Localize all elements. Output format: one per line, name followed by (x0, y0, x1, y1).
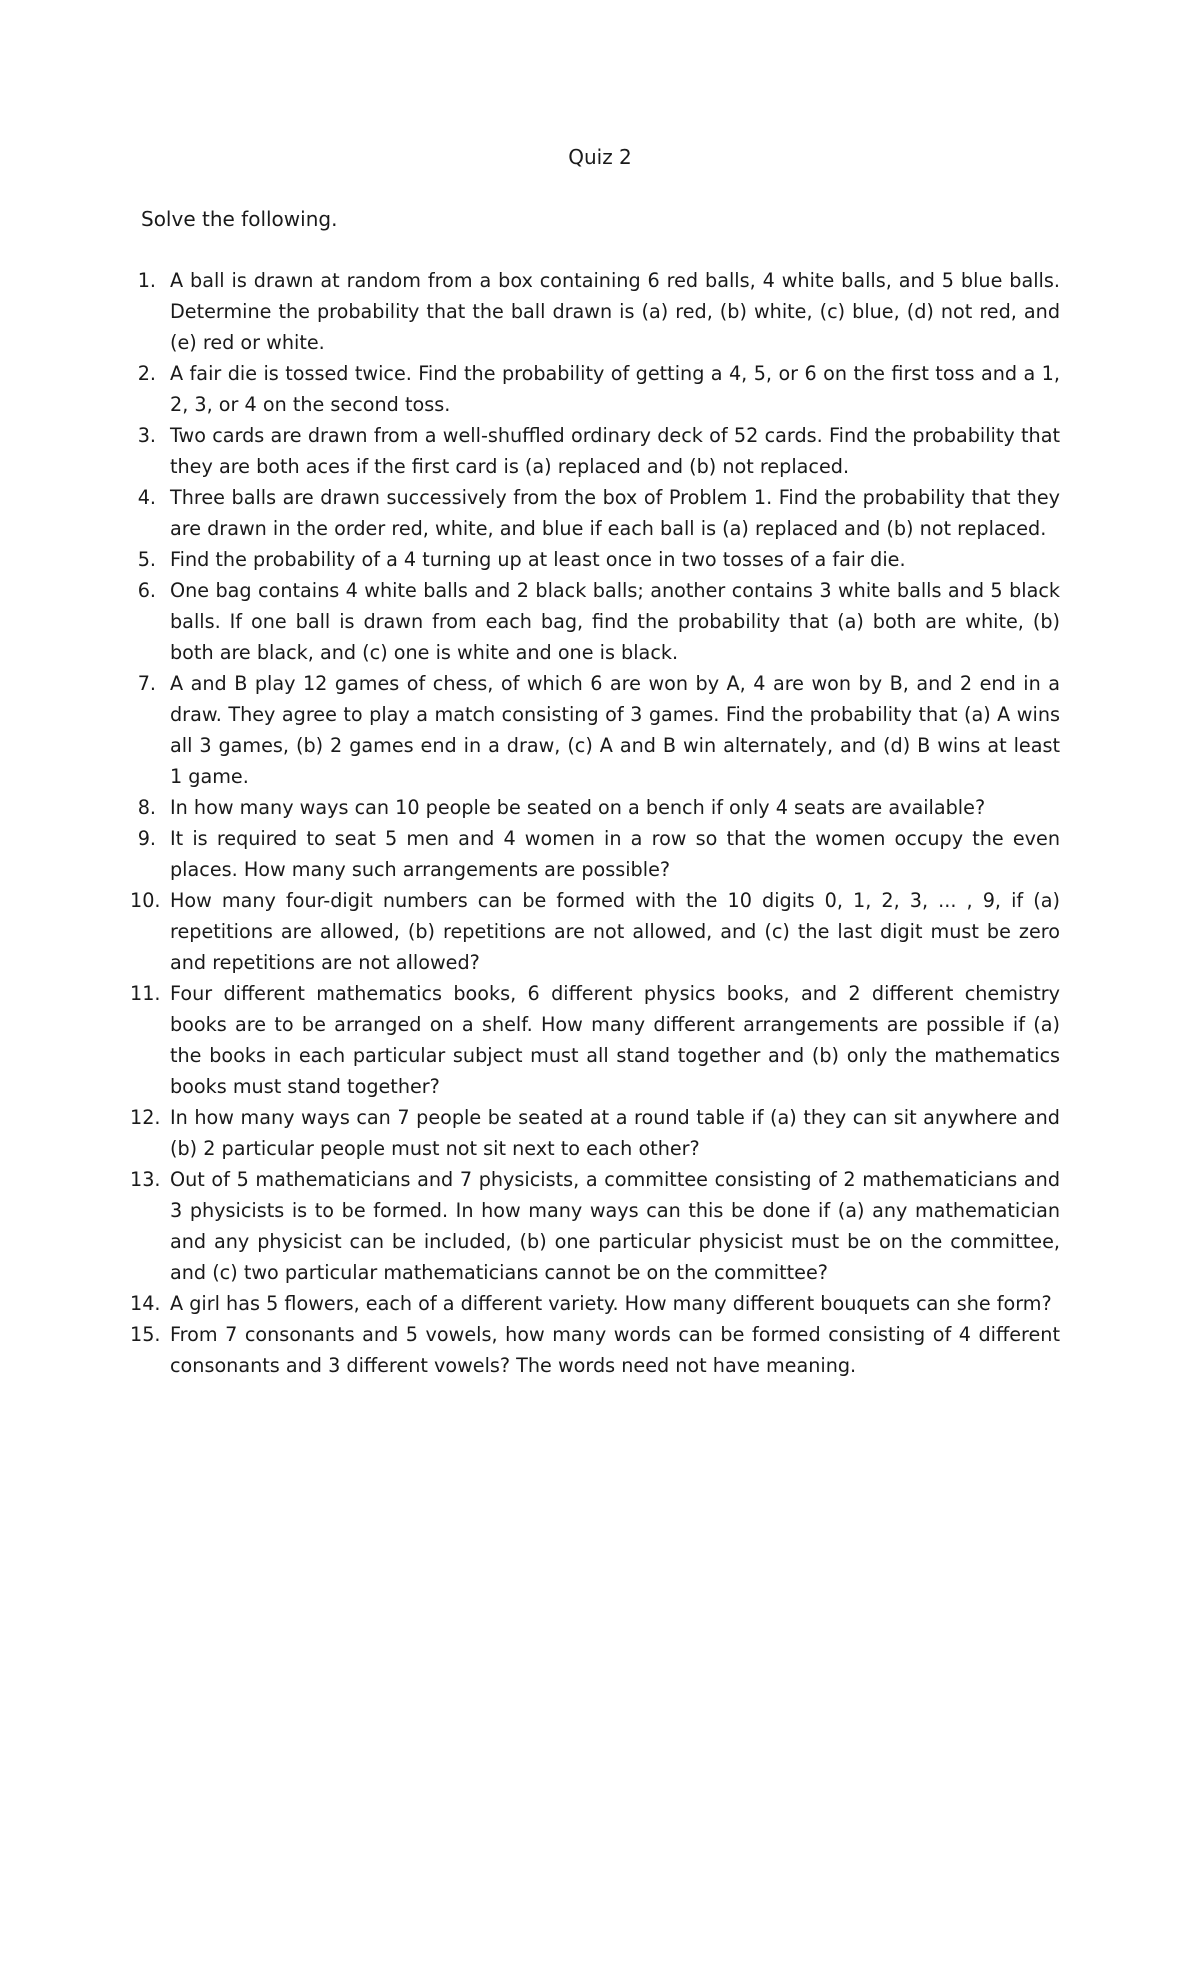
question-number: 7. (137, 672, 156, 695)
question-number: 8. (137, 796, 156, 819)
question-text: Three balls are drawn successively from the box of Problem 1. Find the probability that they are drawn in the order red, white, and blue if each ball is (a) replaced and (b) not replaced. (170, 486, 1060, 540)
question-number: 9. (137, 827, 156, 850)
question-number: 15. (130, 1323, 161, 1346)
question-number: 11. (130, 982, 161, 1005)
question-number: 13. (130, 1168, 161, 1191)
question-text: Find the probability of a 4 turning up at least once in two tosses of a fair die. (170, 548, 906, 571)
question-text: Out of 5 mathematicians and 7 physicists, a committee consisting of 2 mathematicians and 3 physicists is to be formed. In how many ways can this be done if (a) any mathematician and any physicist can be included, (b) one particular physicist must be on the committee, and (c) two particular mathematicians cannot be on the committee? (170, 1168, 1060, 1284)
question-text: In how many ways can 7 people be seated at a round table if (a) they can sit anywhere and (b) 2 particular people must not sit next to each other? (170, 1106, 1060, 1160)
question-text: A girl has 5 flowers, each of a different variety. How many different bouquets can she form? (170, 1292, 1052, 1315)
question-item (0, 792, 1060, 823)
question-text: A and B play 12 games of chess, of which 6 are won by A, 4 are won by B, and 2 end in a draw. They agree to play a match consisting of 3 games. Find the probability that (a) A wins all 3 games, (b) 2 games end in a draw, (c) A and B win alternately, and (d) B wins at least 1 game. (170, 672, 1060, 788)
question-number: 14. (130, 1292, 161, 1315)
question-item (0, 668, 1060, 792)
question-number: 4. (137, 486, 156, 509)
question-item (0, 978, 1060, 1102)
question-item (0, 575, 1060, 668)
question-text: Four different mathematics books, 6 different physics books, and 2 different chemistry books are to be arranged on a shelf. How many different arrangements are possible if (a) the books in each particular subject must all stand together and (b) only the mathematics books must stand together? (170, 982, 1060, 1098)
question-list (0, 265, 1200, 1381)
question-item (0, 885, 1060, 978)
question-item (0, 1164, 1060, 1288)
question-item (0, 544, 1060, 575)
question-item (0, 265, 1060, 358)
page-title: Quiz 2 (568, 145, 632, 169)
question-number: 12. (130, 1106, 161, 1129)
question-item (0, 420, 1060, 482)
question-number: 10. (130, 889, 161, 912)
question-text: From 7 consonants and 5 vowels, how many words can be formed consisting of 4 different consonants and 3 different vowels? The words need not have meaning. (170, 1323, 1060, 1377)
question-text: A fair die is tossed twice. Find the probability of getting a 4, 5, or 6 on the first toss and a 1, 2, 3, or 4 on the second toss. (170, 362, 1060, 416)
question-text: In how many ways can 10 people be seated on a bench if only 4 seats are available? (170, 796, 986, 819)
question-text: Two cards are drawn from a well-shuffled ordinary deck of 52 cards. Find the probability that they are both aces if the first card is (a) replaced and (b) not replaced. (170, 424, 1060, 478)
instruction-text: Solve the following. (141, 207, 338, 231)
question-text: It is required to seat 5 men and 4 women in a row so that the women occupy the even places. How many such arrangements are possible? (170, 827, 1060, 881)
question-text: How many four-digit numbers can be formed with the 10 digits 0, 1, 2, 3, ... , 9, if (a) repetitions are allowed, (b) repetitions are not allowed, and (c) the last digit must be zero and repetitions are not allowed? (170, 889, 1060, 974)
question-number: 5. (137, 548, 156, 571)
question-text: One bag contains 4 white balls and 2 black balls; another contains 3 white balls and 5 black balls. If one ball is drawn from each bag, find the probability that (a) both are white, (b) both are black, and (c) one is white and one is black. (170, 579, 1060, 664)
question-item (0, 482, 1060, 544)
question-number: 6. (137, 579, 156, 602)
question-number: 2. (137, 362, 156, 385)
question-item (0, 1319, 1060, 1381)
question-item (0, 1288, 1060, 1319)
question-number: 3. (137, 424, 156, 447)
question-item (0, 358, 1060, 420)
question-item (0, 1102, 1060, 1164)
question-text: A ball is drawn at random from a box containing 6 red balls, 4 white balls, and 5 blue balls. Determine the probability that the ball drawn is (a) red, (b) white, (c) blue, (d) not red, and (e) red or white. (170, 269, 1060, 354)
question-number: 1. (137, 269, 156, 292)
question-item (0, 823, 1060, 885)
